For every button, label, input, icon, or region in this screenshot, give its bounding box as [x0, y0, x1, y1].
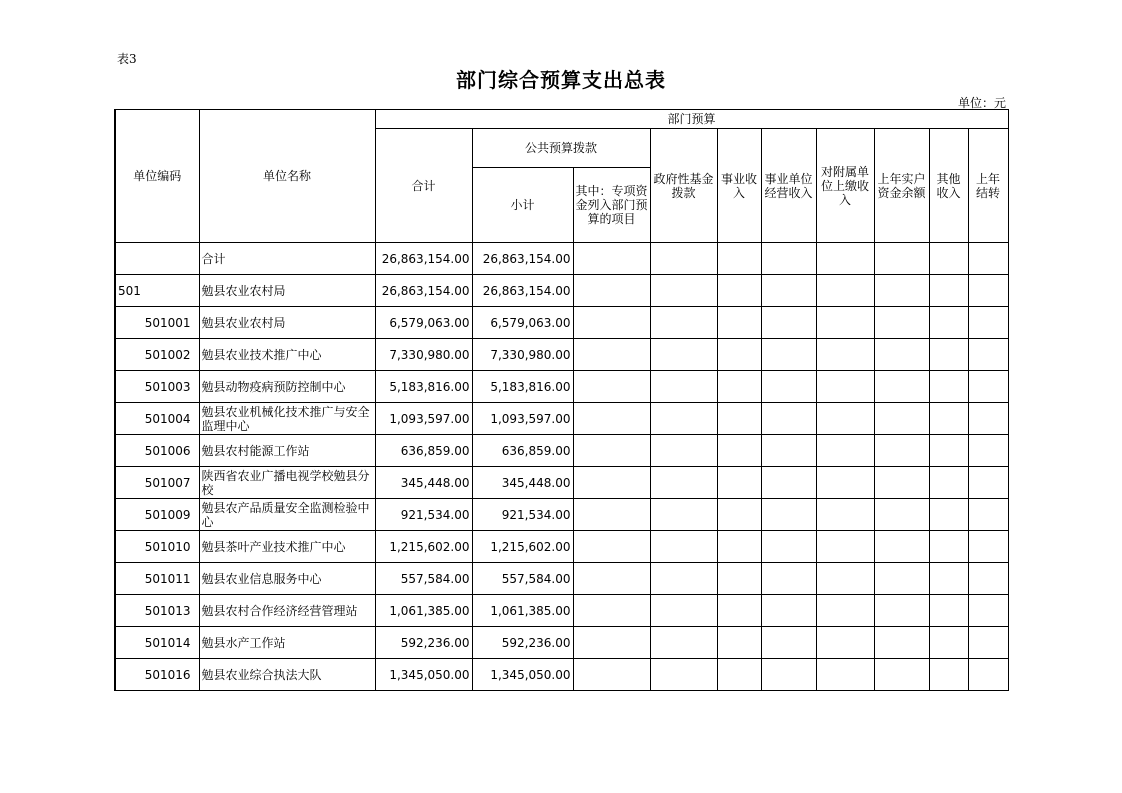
empty-cell: [968, 467, 1008, 499]
empty-cell: [573, 467, 650, 499]
empty-cell: [761, 563, 816, 595]
total-cell: 592,236.00: [375, 627, 472, 659]
empty-cell: [929, 243, 968, 275]
empty-cell: [761, 659, 816, 691]
header-career-business: 事业单位经营收入: [761, 129, 816, 243]
table-row: [115, 531, 1008, 563]
empty-cell: [874, 531, 929, 563]
header-affiliated: 对附属单位上缴收入: [816, 129, 874, 243]
empty-cell: [816, 659, 874, 691]
header-last-year-carry: 上年结转: [968, 129, 1008, 243]
subtotal-cell: 592,236.00: [472, 627, 573, 659]
empty-cell: [929, 275, 968, 307]
total-cell: 1,345,050.00: [375, 659, 472, 691]
empty-cell: [761, 499, 816, 531]
empty-cell: [968, 339, 1008, 371]
empty-cell: [573, 403, 650, 435]
empty-cell: [968, 627, 1008, 659]
unit-name-cell: 勉县水产工作站: [199, 627, 375, 659]
table-row: [115, 659, 1008, 691]
header-last-year-balance: 上年实户资金余额: [874, 129, 929, 243]
empty-cell: [717, 467, 761, 499]
empty-cell: [968, 435, 1008, 467]
empty-cell: [968, 275, 1008, 307]
unit-code-cell: 501001: [115, 307, 199, 339]
empty-cell: [717, 275, 761, 307]
subtotal-cell: 26,863,154.00: [472, 243, 573, 275]
empty-cell: [650, 499, 717, 531]
unit-code-cell: 501010: [115, 531, 199, 563]
empty-cell: [874, 371, 929, 403]
subtotal-cell: 921,534.00: [472, 499, 573, 531]
empty-cell: [816, 403, 874, 435]
empty-cell: [874, 499, 929, 531]
empty-cell: [929, 627, 968, 659]
total-cell: 7,330,980.00: [375, 339, 472, 371]
empty-cell: [761, 339, 816, 371]
empty-cell: [650, 371, 717, 403]
header-other-income: 其他收入: [929, 129, 968, 243]
unit-name-cell: 勉县茶叶产业技术推广中心: [199, 531, 375, 563]
unit-code-cell: 501003: [115, 371, 199, 403]
empty-cell: [968, 659, 1008, 691]
empty-cell: [717, 435, 761, 467]
empty-cell: [874, 307, 929, 339]
header-career-income: 事业收入: [717, 129, 761, 243]
unit-name-cell: 勉县农业综合执法大队: [199, 659, 375, 691]
empty-cell: [816, 371, 874, 403]
empty-cell: [573, 371, 650, 403]
unit-code-cell: 501013: [115, 595, 199, 627]
empty-cell: [717, 403, 761, 435]
subtotal-cell: 6,579,063.00: [472, 307, 573, 339]
table-row: [115, 499, 1008, 531]
subtotal-cell: 7,330,980.00: [472, 339, 573, 371]
empty-cell: [650, 563, 717, 595]
table-row: [115, 307, 1008, 339]
total-cell: 921,534.00: [375, 499, 472, 531]
empty-cell: [761, 403, 816, 435]
header-subtotal: 小计: [472, 168, 573, 243]
empty-cell: [929, 659, 968, 691]
empty-cell: [650, 627, 717, 659]
unit-name-cell: 勉县农村合作经济经营管理站: [199, 595, 375, 627]
empty-cell: [761, 531, 816, 563]
empty-cell: [929, 435, 968, 467]
header-public-budget: 公共预算拨款: [472, 129, 650, 168]
unit-name-cell: 勉县农业信息服务中心: [199, 563, 375, 595]
empty-cell: [816, 595, 874, 627]
empty-cell: [816, 467, 874, 499]
empty-cell: [874, 467, 929, 499]
empty-cell: [650, 467, 717, 499]
header-name: 单位名称: [199, 110, 375, 243]
total-cell: 5,183,816.00: [375, 371, 472, 403]
empty-cell: [816, 563, 874, 595]
empty-cell: [761, 595, 816, 627]
empty-cell: [968, 403, 1008, 435]
empty-cell: [573, 659, 650, 691]
empty-cell: [717, 339, 761, 371]
unit-code-cell: 501004: [115, 403, 199, 435]
unit-code-cell: 501011: [115, 563, 199, 595]
empty-cell: [968, 563, 1008, 595]
unit-code-cell: 501014: [115, 627, 199, 659]
subtotal-cell: 1,093,597.00: [472, 403, 573, 435]
empty-cell: [650, 275, 717, 307]
subtotal-cell: 1,061,385.00: [472, 595, 573, 627]
empty-cell: [573, 435, 650, 467]
empty-cell: [573, 243, 650, 275]
empty-cell: [573, 499, 650, 531]
empty-cell: [816, 499, 874, 531]
unit-name-cell: 勉县农业农村局: [199, 275, 375, 307]
empty-cell: [929, 499, 968, 531]
header-dept-budget: 部门预算: [375, 110, 1008, 129]
empty-cell: [929, 531, 968, 563]
table-number: 表3: [117, 52, 137, 66]
empty-cell: [874, 563, 929, 595]
header-gov-fund: 政府性基金拨款: [650, 129, 717, 243]
empty-cell: [816, 627, 874, 659]
empty-cell: [968, 371, 1008, 403]
unit-code-cell: 501002: [115, 339, 199, 371]
empty-cell: [874, 659, 929, 691]
empty-cell: [929, 595, 968, 627]
empty-cell: [717, 307, 761, 339]
empty-cell: [573, 627, 650, 659]
empty-cell: [874, 627, 929, 659]
empty-cell: [874, 339, 929, 371]
total-cell: 1,093,597.00: [375, 403, 472, 435]
empty-cell: [573, 595, 650, 627]
empty-cell: [929, 403, 968, 435]
header-total: 合计: [375, 129, 472, 243]
empty-cell: [717, 659, 761, 691]
header-code: 单位编码: [115, 110, 199, 243]
empty-cell: [650, 531, 717, 563]
empty-cell: [968, 499, 1008, 531]
unit-code-cell: 501006: [115, 435, 199, 467]
empty-cell: [717, 595, 761, 627]
empty-cell: [968, 243, 1008, 275]
empty-cell: [929, 563, 968, 595]
unit-code-cell: 501016: [115, 659, 199, 691]
empty-cell: [929, 339, 968, 371]
empty-cell: [929, 467, 968, 499]
empty-cell: [761, 371, 816, 403]
table-row: [115, 371, 1008, 403]
subtotal-cell: 345,448.00: [472, 467, 573, 499]
empty-cell: [816, 531, 874, 563]
empty-cell: [717, 371, 761, 403]
empty-cell: [717, 563, 761, 595]
header-special-funds: 其中：专项资金列入部门预算的项目: [573, 168, 650, 243]
empty-cell: [761, 435, 816, 467]
subtotal-cell: 557,584.00: [472, 563, 573, 595]
table-row: [115, 467, 1008, 499]
empty-cell: [717, 627, 761, 659]
unit-name-cell: 勉县农业技术推广中心: [199, 339, 375, 371]
empty-cell: [573, 307, 650, 339]
empty-cell: [650, 339, 717, 371]
unit-name-cell: 勉县农业农村局: [199, 307, 375, 339]
subtotal-cell: 26,863,154.00: [472, 275, 573, 307]
unit-name-cell: 勉县动物疫病预防控制中心: [199, 371, 375, 403]
empty-cell: [816, 243, 874, 275]
unit-label: 单位：元: [958, 96, 1007, 110]
unit-code-cell: 501: [115, 275, 199, 307]
empty-cell: [968, 307, 1008, 339]
empty-cell: [573, 275, 650, 307]
subtotal-cell: 1,215,602.00: [472, 531, 573, 563]
empty-cell: [573, 531, 650, 563]
empty-cell: [874, 595, 929, 627]
empty-cell: [761, 307, 816, 339]
budget-table: [114, 109, 1009, 691]
empty-cell: [650, 659, 717, 691]
unit-code-cell: [115, 243, 199, 275]
empty-cell: [717, 243, 761, 275]
table-row: [115, 627, 1008, 659]
empty-cell: [717, 499, 761, 531]
subtotal-cell: 636,859.00: [472, 435, 573, 467]
empty-cell: [816, 307, 874, 339]
subtotal-cell: 1,345,050.00: [472, 659, 573, 691]
empty-cell: [874, 275, 929, 307]
unit-name-cell: 勉县农产品质量安全监测检验中心: [199, 499, 375, 531]
empty-cell: [816, 339, 874, 371]
unit-name-cell: 陕西省农业广播电视学校勉县分校: [199, 467, 375, 499]
total-cell: 1,061,385.00: [375, 595, 472, 627]
empty-cell: [816, 275, 874, 307]
empty-cell: [761, 627, 816, 659]
empty-cell: [929, 307, 968, 339]
unit-name-cell: 勉县农村能源工作站: [199, 435, 375, 467]
unit-code-cell: 501009: [115, 499, 199, 531]
empty-cell: [761, 467, 816, 499]
table-row: [115, 339, 1008, 371]
table-row: [115, 275, 1008, 307]
total-cell: 1,215,602.00: [375, 531, 472, 563]
empty-cell: [761, 275, 816, 307]
unit-name-cell: 合计: [199, 243, 375, 275]
empty-cell: [968, 531, 1008, 563]
empty-cell: [650, 595, 717, 627]
empty-cell: [874, 403, 929, 435]
empty-cell: [874, 435, 929, 467]
unit-name-cell: 勉县农业机械化技术推广与安全监理中心: [199, 403, 375, 435]
total-cell: 345,448.00: [375, 467, 472, 499]
unit-code-cell: 501007: [115, 467, 199, 499]
empty-cell: [650, 307, 717, 339]
table-row: [115, 595, 1008, 627]
empty-cell: [573, 339, 650, 371]
total-cell: 6,579,063.00: [375, 307, 472, 339]
empty-cell: [874, 243, 929, 275]
page-title: 部门综合预算支出总表: [456, 68, 666, 92]
total-cell: 26,863,154.00: [375, 243, 472, 275]
empty-cell: [816, 435, 874, 467]
empty-cell: [650, 435, 717, 467]
empty-cell: [968, 595, 1008, 627]
empty-cell: [761, 243, 816, 275]
empty-cell: [650, 403, 717, 435]
empty-cell: [717, 531, 761, 563]
table-row: [115, 403, 1008, 435]
subtotal-cell: 5,183,816.00: [472, 371, 573, 403]
total-cell: 26,863,154.00: [375, 275, 472, 307]
table-row: [115, 563, 1008, 595]
table-row: [115, 243, 1008, 275]
empty-cell: [929, 371, 968, 403]
empty-cell: [650, 243, 717, 275]
table-row: [115, 435, 1008, 467]
empty-cell: [573, 563, 650, 595]
total-cell: 636,859.00: [375, 435, 472, 467]
total-cell: 557,584.00: [375, 563, 472, 595]
